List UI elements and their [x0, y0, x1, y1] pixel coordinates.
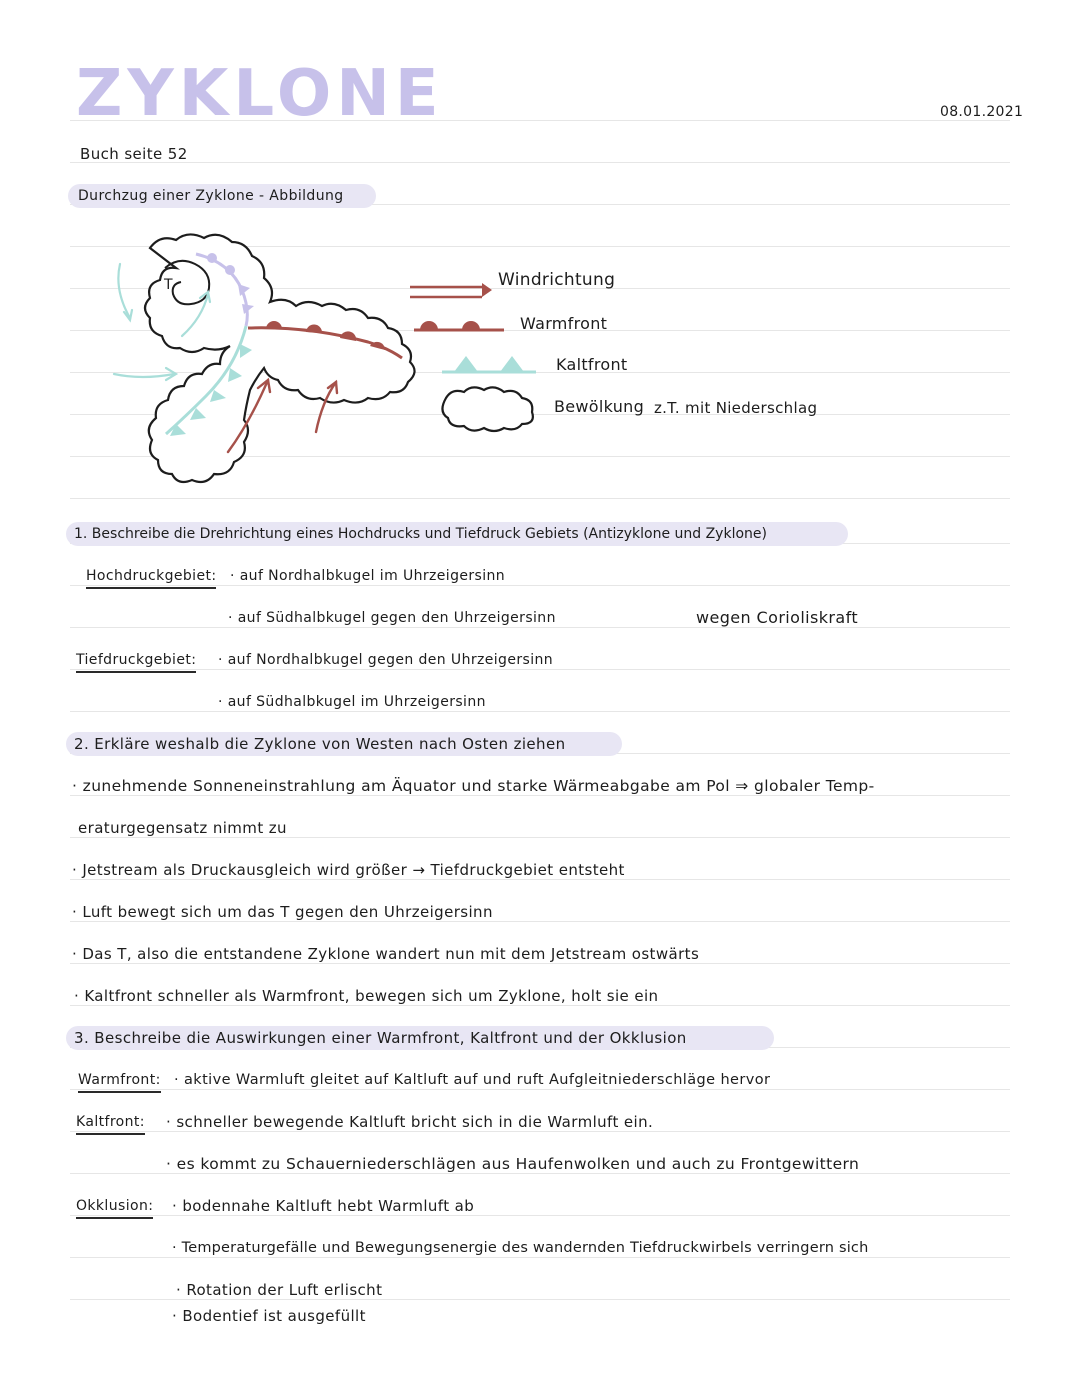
- occlusion-semicircle: [225, 265, 235, 275]
- legend-cloud-note: z.T. mit Niederschlag: [654, 399, 818, 417]
- warm-front-effect-1: · aktive Warmluft gleitet auf Kaltluft auf und ruft Aufgleitniederschläge hervor: [174, 1072, 771, 1088]
- q1-heading: 1. Beschreibe die Drehrichtung eines Hochdrucks und Tiefdruck Gebiets (Antizyklone und Zyklone): [74, 526, 767, 542]
- figure-heading: Durchzug einer Zyklone - Abbildung: [78, 188, 344, 204]
- page-title: ZYKLONE: [76, 57, 444, 131]
- low-pressure-north: · auf Nordhalbkugel gegen den Uhrzeigersinn: [218, 652, 554, 668]
- legend-wind-symbol: [410, 283, 492, 297]
- q2-line-1: · zunehmende Sonneneinstrahlung am Äquator und starke Wärmeabgabe am Pol ⇒ globaler Temp-: [72, 777, 875, 795]
- date: 08.01.2021: [940, 104, 1024, 120]
- occlusion-effect-4: · Bodentief ist ausgefüllt: [172, 1307, 366, 1325]
- cold-front-label: Kaltfront:: [76, 1112, 145, 1135]
- occlusion-semicircle: [207, 253, 217, 263]
- high-pressure-label: Hochdruckgebiet:: [86, 566, 216, 589]
- q3-heading: 3. Beschreibe die Auswirkungen einer Warmfront, Kaltfront und der Okklusion: [74, 1029, 687, 1047]
- high-pressure-south: · auf Südhalbkugel gegen den Uhrzeigersinn: [228, 610, 556, 626]
- occlusion-label: Okklusion:: [76, 1196, 153, 1219]
- low-pressure-south: · auf Südhalbkugel im Uhrzeigersinn: [218, 694, 486, 710]
- legend-cloud-symbol: [442, 387, 532, 431]
- legend-warm-symbol: [414, 321, 504, 330]
- occlusion-effect-3: · Rotation der Luft erlischt: [176, 1281, 383, 1299]
- q2-line-6: · Kaltfront schneller als Warmfront, bewegen sich um Zyklone, holt sie ein: [74, 987, 659, 1005]
- legend-warm-label: Warmfront: [520, 314, 608, 333]
- book-reference: Buch seite 52: [80, 145, 188, 163]
- q2-line-5: · Das T, also die entstandene Zyklone wandert nun mit dem Jetstream ostwärts: [72, 945, 700, 963]
- cyclone-illustration: [0, 0, 1080, 520]
- q2-heading: 2. Erkläre weshalb die Zyklone von Westen nach Osten ziehen: [74, 735, 566, 753]
- warm-front-label: Warmfront:: [78, 1070, 161, 1093]
- q2-line-4: · Luft bewegt sich um das T gegen den Uhrzeigersinn: [72, 903, 493, 921]
- legend-cold-symbol: [442, 356, 536, 372]
- cyclone-cloud-outline: [145, 234, 415, 482]
- legend-cold-label: Kaltfront: [556, 355, 628, 374]
- low-pressure-label-text: Tiefdruckgebiet:: [76, 650, 196, 673]
- cold-front-effect-2: · es kommt zu Schauerniederschlägen aus Haufenwolken und auch zu Frontgewittern: [166, 1155, 860, 1173]
- occlusion-effect-2: · Temperaturgefälle und Bewegungsenergie des wandernden Tiefdruckwirbels verringern sich: [172, 1240, 869, 1256]
- legend-wind-label: Windrichtung: [498, 270, 616, 290]
- q2-line-3: · Jetstream als Druckausgleich wird größer → Tiefdruckgebiet entsteht: [72, 861, 625, 879]
- legend-cloud-label: Bewölkung: [554, 397, 645, 416]
- occlusion-effect-1: · bodennahe Kaltluft hebt Warmluft ab: [172, 1197, 475, 1215]
- high-pressure-north: · auf Nordhalbkugel im Uhrzeigersinn: [230, 568, 506, 584]
- coriolis-reason: wegen Corioliskraft: [696, 608, 859, 627]
- q2-line-2: eraturgegensatz nimmt zu: [78, 819, 287, 837]
- cold-front-effect-1: · schneller bewegende Kaltluft bricht sich in die Warmluft ein.: [166, 1113, 654, 1131]
- low-pressure-label: T: [164, 277, 173, 293]
